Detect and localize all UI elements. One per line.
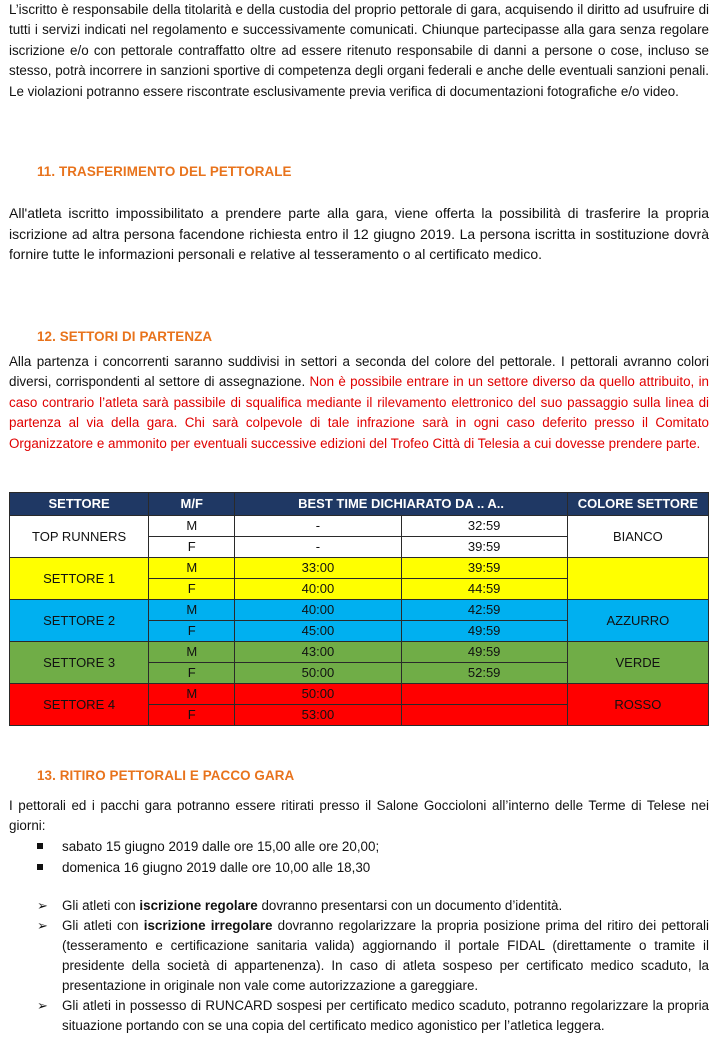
rule-text-post: dovranno regolarizzare la propria posizione prima del ritiro dei pettorali (tesseramento e certificazione sanitaria valida) aggiornando il portale FIDAL (direttamente o tramite il presidente della società di appartenenza). In caso di atleta sospeso per certificato medico scaduto, la presentazione in originale non vale come autorizzazione a gareggiare.	[62, 918, 710, 993]
time-from-cell: 43:00	[235, 642, 401, 663]
mf-cell: M	[149, 684, 235, 705]
settore-cell: SETTORE 4	[10, 684, 149, 726]
section-13-text: I pettorali ed i pacchi gara potranno essere ritirati presso il Salone Goccioloni all’interno delle Terme di Telese nei giorni:	[9, 798, 709, 834]
time-to-cell: 32:59	[401, 516, 567, 537]
table-row	[10, 684, 709, 705]
time-from-cell: -	[235, 537, 401, 558]
time-to-cell: 39:59	[401, 537, 567, 558]
table-row	[10, 558, 709, 579]
header-settore: SETTORE	[10, 493, 149, 516]
time-to-cell: 49:59	[401, 642, 567, 663]
colore-cell: BIANCO	[567, 516, 708, 558]
list-item	[37, 916, 709, 996]
section-12-text	[9, 352, 709, 454]
mf-cell: F	[149, 705, 235, 726]
arrow-bullet-icon: ➢	[37, 998, 48, 1013]
time-from-cell: 50:00	[235, 663, 401, 684]
pickup-rules-list	[37, 896, 709, 1036]
square-bullet-icon	[37, 864, 43, 870]
time-from-cell: 50:00	[235, 684, 401, 705]
settore-cell: SETTORE 2	[10, 600, 149, 642]
rule-text-pre: Gli atleti con	[62, 918, 144, 933]
time-from-cell: 33:00	[235, 558, 401, 579]
time-to-cell: 39:59	[401, 558, 567, 579]
list-item	[37, 836, 707, 857]
time-to-cell: 42:59	[401, 600, 567, 621]
mf-cell: M	[149, 516, 235, 537]
time-from-cell: 53:00	[235, 705, 401, 726]
colore-cell: ROSSO	[567, 684, 708, 726]
list-item	[37, 996, 709, 1036]
time-to-cell: 49:59	[401, 621, 567, 642]
section-11-heading: 11. TRASFERIMENTO DEL PETTORALE	[37, 164, 292, 179]
header-colore: COLORE SETTORE	[567, 493, 708, 516]
time-to-cell	[401, 684, 567, 705]
settore-cell: SETTORE 1	[10, 558, 149, 600]
colore-cell	[567, 558, 708, 600]
mf-cell: M	[149, 558, 235, 579]
rule-text-pre: Gli atleti con	[62, 898, 140, 913]
section-11-text: All'atleta iscritto impossibilitato a prendere parte alla gara, viene offerta la possibilità di trasferire la propria iscrizione ad altra persona facendone richiesta entro il 12 giugno 2019. La persona iscritta in sostituzione dovrà fornire tutte le informazioni personali e relative al tesseramento o al certificato medico.	[9, 205, 709, 263]
section-12-text-normal: Alla partenza i concorrenti saranno suddivisi in settori a seconda del colore del pettorale. I pettorali avranno colori diversi, corrispondenti al settore di assegnazione.	[9, 354, 709, 390]
time-from-cell: -	[235, 516, 401, 537]
mf-cell: M	[149, 600, 235, 621]
table-header-row	[10, 493, 709, 516]
mf-cell: F	[149, 663, 235, 684]
section-12-text-warning: Non è possibile entrare in un settore diverso da quello attribuito, in caso contrario l’atleta sarà passibile di squalifica mediante il rilevamento elettronico del suo passaggio sulla linea di partenza al via della gara. Chi sarà colpevole di tale infrazione sarà in ogni caso deferito presso il Comitato Organizzatore e ammonito per eventuali successive edizioni del Trofeo Città di Telesia a cui dovesse prendere parte.	[9, 374, 709, 451]
time-to-cell: 44:59	[401, 579, 567, 600]
square-bullet-icon	[37, 843, 43, 849]
settore-cell: SETTORE 3	[10, 642, 149, 684]
section-13-heading: 13. RITIRO PETTORALI E PACCO GARA	[37, 768, 295, 783]
time-from-cell: 40:00	[235, 600, 401, 621]
mf-cell: F	[149, 621, 235, 642]
intro-paragraph: L’iscritto è responsabile della titolarità e della custodia del proprio pettorale di gara, acquisendo il diritto ad usufruire di tutti i servizi indicati nel regolamento e successivamente comunicati. Chiunque partecipasse alla gara senza regolare iscrizione e/o con pettorale contraffatto oltre ad essere ritenuto responsabile di danni a persone o cose, incluso se stesso, potrà incorrere in sanzioni sportive di competenza degli organi federali e anche delle eventuali sanzioni penali. Le violazioni potranno essere riscontrate esclusivamente previa verifica di documentazioni fotografiche e/o video.	[9, 2, 709, 99]
header-mf: M/F	[149, 493, 235, 516]
rule-text-pre: Gli atleti in possesso di RUNCARD sospesi per certificato medico scaduto, potranno regolarizzare la propria situazione portando con se una copia del certificato medico agonistico per l’atletica leggera.	[62, 998, 709, 1033]
rule-text-post: dovranno presentarsi con un documento d’identità.	[257, 898, 563, 913]
time-from-cell: 40:00	[235, 579, 401, 600]
mf-cell: F	[149, 537, 235, 558]
time-from-cell: 45:00	[235, 621, 401, 642]
mf-cell: F	[149, 579, 235, 600]
time-to-cell: 52:59	[401, 663, 567, 684]
day-text: domenica 16 giugno 2019 dalle ore 10,00 alle 18,30	[62, 860, 371, 875]
colore-cell: AZZURRO	[567, 600, 708, 642]
table-row	[10, 516, 709, 537]
day-text: sabato 15 giugno 2019 dalle ore 15,00 alle ore 20,00;	[62, 839, 380, 854]
rule-text-bold: iscrizione irregolare	[143, 918, 273, 933]
section-12-heading: 12. SETTORI DI PARTENZA	[37, 329, 213, 344]
pickup-days-list	[37, 836, 707, 878]
table-row	[10, 642, 709, 663]
arrow-bullet-icon: ➢	[37, 898, 48, 913]
mf-cell: M	[149, 642, 235, 663]
settori-table	[9, 492, 709, 726]
arrow-bullet-icon: ➢	[37, 918, 48, 933]
rule-text-bold: iscrizione regolare	[139, 898, 258, 913]
header-best-time: BEST TIME DICHIARATO DA .. A..	[235, 493, 567, 516]
list-item	[37, 857, 707, 878]
table-row	[10, 600, 709, 621]
time-to-cell	[401, 705, 567, 726]
settore-cell: TOP RUNNERS	[10, 516, 149, 558]
list-item	[37, 896, 709, 916]
colore-cell: VERDE	[567, 642, 708, 684]
